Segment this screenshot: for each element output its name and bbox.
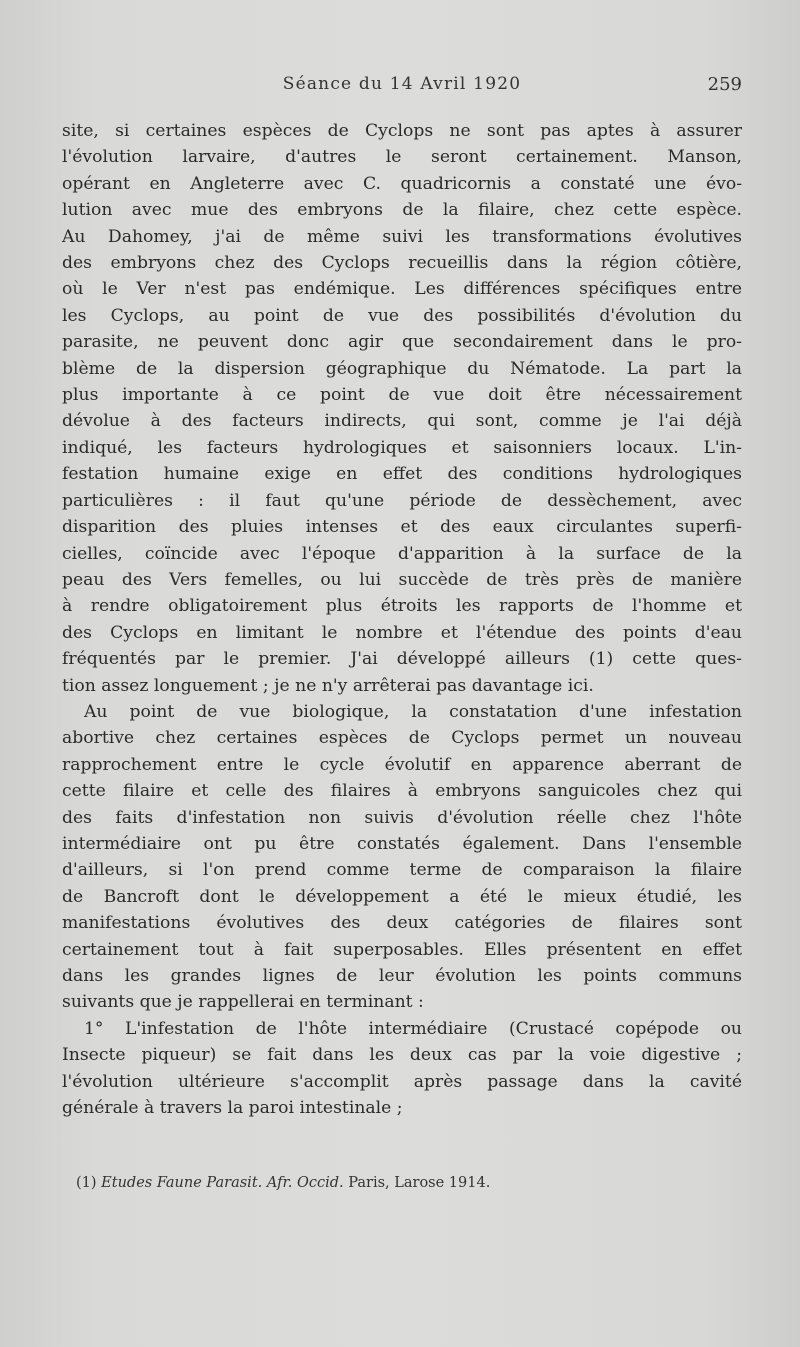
- paragraph: [62, 699, 742, 1016]
- text-line: indiqué, les facteurs hydrologiques et saisonniers locaux. L'in-: [62, 437, 742, 458]
- text-line: certainement tout à fait superposables. Elles présentent en effet: [62, 939, 742, 960]
- text-line: générale à travers la paroi intestinale ;: [62, 1098, 403, 1119]
- text-line: disparition des pluies intenses et des eaux circulantes superfi-: [62, 517, 742, 538]
- text-line: site, si certaines espèces de Cyclops ne sont pas aptes à assurer: [62, 121, 742, 141]
- text-line: intermédiaire ont pu être constatés également. Dans l'ensemble: [62, 833, 742, 854]
- text-line: abortive chez certaines espèces de Cyclops permet un nouveau: [62, 728, 742, 749]
- text-line: Insecte piqueur) se fait dans les deux cas par la voie digestive ;: [62, 1045, 742, 1066]
- text-line: peau des Vers femelles, ou lui succède de très près de manière: [62, 569, 742, 590]
- text-line: cielles, coïncide avec l'époque d'apparition à la surface de la: [62, 543, 742, 564]
- text-line: 1° L'infestation de l'hôte intermédiaire (Crustacé copépode ou: [84, 1018, 742, 1039]
- text-line: l'évolution ultérieure s'accomplit après passage dans la cavité: [62, 1071, 742, 1092]
- text-line: d'ailleurs, si l'on prend comme terme de comparaison la filaire: [62, 860, 742, 881]
- text-line: où le Ver n'est pas endémique. Les différences spécifiques entre: [62, 279, 742, 300]
- text-line: Au point de vue biologique, la constatation d'une infestation: [84, 701, 742, 722]
- text-line: dévolue à des facteurs indirects, qui sont, comme je l'ai déjà: [62, 411, 742, 432]
- footnote-title: Etudes Faune Parasit. Afr. Occid.: [101, 1175, 344, 1191]
- text-line: des embryons chez des Cyclops recueillis dans la région côtière,: [62, 253, 742, 274]
- text-line: lution avec mue des embryons de la filaire, chez cette espèce.: [62, 200, 742, 221]
- body-text: [62, 118, 742, 1121]
- running-title: Séance du 14 Avril 1920: [282, 74, 522, 94]
- text-line: parasite, ne peuvent donc agir que secondairement dans le pro-: [62, 332, 742, 353]
- text-line: l'évolution larvaire, d'autres le seront certainement. Manson,: [62, 147, 742, 168]
- text-line: dans les grandes lignes de leur évolution les points communs: [62, 966, 742, 986]
- footnote: [76, 1175, 756, 1191]
- paragraph: [62, 1016, 742, 1122]
- text-line: manifestations évolutives des deux catégories de filaires sont: [62, 913, 742, 934]
- text-line: des Cyclops en limitant le nombre et l'étendue des points d'eau: [62, 622, 742, 643]
- footnote-marker: (1): [76, 1175, 97, 1191]
- text-line: particulières : il faut qu'une période de dessèchement, avec: [62, 490, 742, 511]
- text-line: rapprochement entre le cycle évolutif en apparence aberrant de: [62, 754, 742, 775]
- text-line: opérant en Angleterre avec C. quadricornis a constaté une évo-: [62, 173, 742, 194]
- text-line: des faits d'infestation non suivis d'évolution réelle chez l'hôte: [62, 807, 742, 828]
- page-header: [62, 74, 742, 104]
- text-line: de Bancroft dont le développement a été le mieux étudié, les: [62, 886, 742, 907]
- footnote-publisher: Paris, Larose 1914.: [348, 1175, 491, 1191]
- text-line: fréquentés par le premier. J'ai développé ailleurs (1) cette ques-: [62, 649, 742, 670]
- text-line: plus importante à ce point de vue doit être nécessairement: [62, 385, 742, 406]
- page-number: 259: [707, 74, 742, 95]
- text-line: tion assez longuement ; je ne n'y arrêterai pas davantage ici.: [62, 675, 594, 696]
- paragraph: [62, 118, 742, 699]
- text-line: Au Dahomey, j'ai de même suivi les transformations évolutives: [62, 226, 742, 247]
- text-line: suivants que je rappellerai en terminant :: [62, 992, 424, 1013]
- text-line: festation humaine exige en effet des conditions hydrologiques: [62, 464, 742, 485]
- text-line: cette filaire et celle des filaires à embryons sanguicoles chez qui: [62, 781, 742, 802]
- text-line: blème de la dispersion géographique du Nématode. La part la: [62, 358, 742, 379]
- text-line: à rendre obligatoirement plus étroits les rapports de l'homme et: [62, 596, 742, 617]
- text-line: les Cyclops, au point de vue des possibilités d'évolution du: [62, 305, 742, 326]
